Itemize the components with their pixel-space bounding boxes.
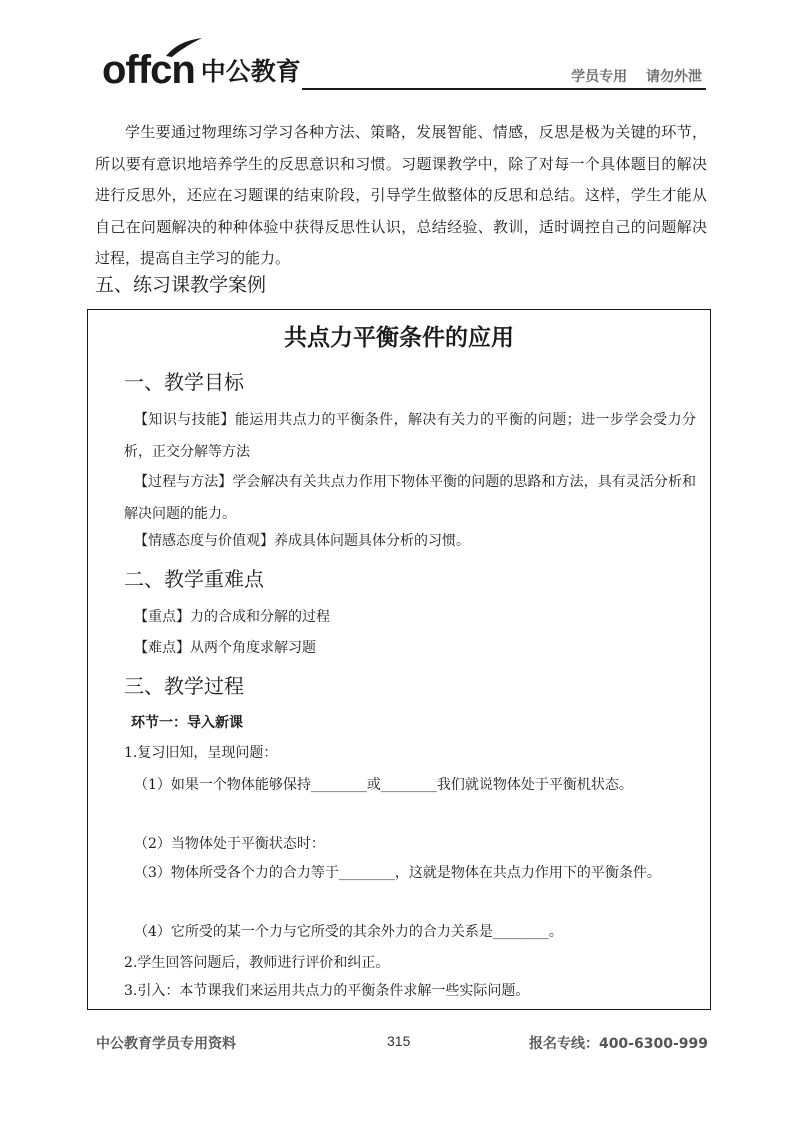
review-line: 1.复习旧知，呈现问题： [124,745,278,761]
goal-knowledge: 【知识与技能】能运用共点力的平衡条件，解决有关力的平衡的问题；进一步学会受力分析，正交分解等方法 [124,412,696,460]
footer-hotline: 报名专线：400-6300-999 [528,1036,708,1052]
question-3: （3）物体所受各个力的合力等于________，这就是物体在共点力作用下的平衡条件。 [134,865,661,881]
process-heading: 三、教学过程 [124,674,244,698]
stage1-label: 环节一：导入新课 [131,715,243,731]
header-divider [302,88,706,90]
question-4: （4）它所受的某一个力与它所受的其余外力的合力关系是________。 [134,924,563,940]
section-title: 五、练习课教学案例 [95,274,267,296]
step-3: 3.引入：本节课我们来运用共点力的平衡条件求解一些实际问题。 [124,983,530,999]
goal-process: 【过程与方法】学会解决有关共点力作用下物体平衡的问题的思路和方法，具有灵活分析和解决问题的能力。 [124,474,696,522]
intro-paragraph: 学生要通过物理练习学习各种方法、策略，发展智能、情感，反思是极为关键的环节，所以要有意识地培养学生的反思意识和习惯。习题课教学中，除了对每一个具体题目的解决进行反思外，还应在习题课的结束阶段，引导学生做整体的反思和总结。这样，学生才能从自己在问题解决的种种体验中获得反思性认识，总结经验、教训，适时调控自己的问题解决过程，提高自主学习的能力。 [95,123,707,267]
lesson-case-box [87,309,711,1010]
key-point: 【重点】力的合成和分解的过程 [134,609,330,625]
keypoints-heading: 二、教学重难点 [124,567,264,591]
footer-left-text: 中公教育学员专用资料 [96,1036,236,1052]
lesson-title: 共点力平衡条件的应用 [284,325,514,351]
header-tags [571,66,702,86]
logo-swoosh-icon [164,36,204,58]
offcn-logo [102,42,301,90]
difficult-point: 【难点】从两个角度求解习题 [134,640,316,656]
question-2: （2）当物体处于平衡状态时： [134,836,325,852]
page-number: 315 [387,1033,411,1049]
logo-latin-text: offcn [102,48,195,92]
question-1: （1）如果一个物体能够保持________或________我们就说物体处于平衡机状态。 [134,777,633,793]
header-tag-do-not-leak: 请勿外泄 [646,69,702,85]
page-header [102,40,706,92]
step-2: 2.学生回答问题后，教师进行评价和纠正。 [124,955,390,971]
goals-heading: 一、教学目标 [124,370,244,394]
logo-chinese-text: 中公教育 [200,57,301,86]
header-tag-members-only: 学员专用 [571,69,628,85]
goal-attitude: 【情感态度与价值观】养成具体问题具体分析的习惯。 [134,533,470,549]
